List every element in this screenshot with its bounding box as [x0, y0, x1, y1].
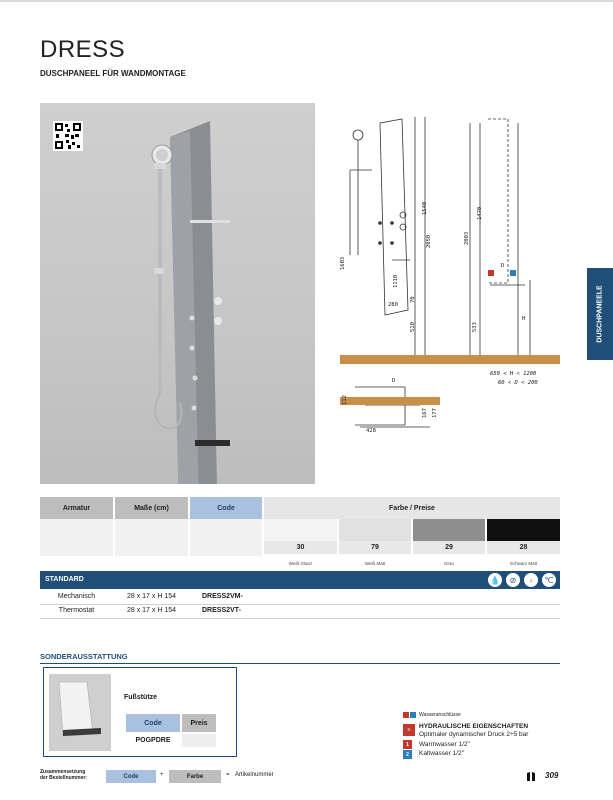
top-rule	[0, 0, 613, 2]
dim-2050: 2050	[426, 234, 432, 248]
dim-h: H	[522, 316, 526, 322]
order-plus: +	[160, 772, 164, 778]
dim-1603: 1603	[340, 256, 346, 270]
swatch-grau	[413, 519, 485, 541]
color-name-schwarz-matt: Schwarz Matt	[509, 560, 538, 566]
order-equals: =	[226, 772, 230, 778]
header-masse: Maße (cm)	[115, 497, 188, 519]
shower-panel-illustration	[40, 103, 315, 484]
technical-drawing	[330, 105, 570, 435]
table-row	[40, 592, 560, 604]
order-label-line2: der Bestellnummer:	[40, 775, 87, 781]
page-number: 309	[545, 771, 559, 780]
color-code-28: 28	[487, 541, 560, 554]
color-code-29: 29	[413, 541, 485, 554]
swatch-weiss-matt	[339, 519, 411, 541]
standard-label: STANDARD	[45, 576, 84, 583]
footrest-code: POGPDRE	[135, 737, 171, 744]
product-photo	[40, 103, 315, 484]
showerhead-icon: ⨾	[524, 573, 538, 587]
row-code: DRESS2VM-	[202, 593, 243, 600]
extras-divider	[40, 663, 560, 664]
range-h: 650 < H < 1200	[490, 371, 537, 377]
dim-1470: 1470	[477, 206, 483, 220]
warm-water: Warmwasser 1/2"	[419, 741, 470, 748]
dim-2003: 2003	[464, 231, 470, 245]
section-tab-label: DUSCHPANEELE	[596, 285, 604, 343]
order-farbe-box: Farbe	[169, 770, 221, 783]
ban-icon: ⊘	[506, 573, 520, 587]
swatch-weiss-glanz	[264, 519, 337, 541]
order-number-label	[40, 769, 87, 781]
color-name-grau: Grau	[443, 560, 454, 566]
header-spacer-code	[190, 519, 262, 556]
product-title: DRESS	[40, 36, 126, 63]
header-spacer-masse	[115, 519, 188, 556]
extras-col-preis: Preis	[182, 714, 216, 732]
footrest-image	[49, 674, 111, 751]
row-armatur: Mechanisch	[57, 593, 96, 600]
hydraulic-icon: ≡	[403, 724, 415, 736]
top-dim-167: 167	[422, 408, 428, 418]
swatch-schwarz-matt	[487, 519, 560, 541]
extras-col-code: Code	[126, 714, 180, 732]
top-dim-d: D	[392, 378, 396, 384]
product-subtitle: DUSCHPANEEL FÜR WANDMONTAGE	[40, 69, 186, 78]
dim-510: 510	[410, 322, 416, 332]
legend-mini-cold	[410, 712, 416, 718]
row-armatur: Thermostat	[58, 607, 95, 614]
row-divider	[40, 618, 560, 619]
footrest-price	[182, 734, 216, 747]
dim-1110: 1110	[393, 274, 399, 288]
dim-533: 533	[472, 322, 478, 332]
marker-hot: 1	[403, 740, 412, 749]
color-name-weiss-matt: Weiß Matt	[364, 560, 386, 566]
footrest-name: Fußstütze	[124, 694, 158, 701]
extras-title: SONDERAUSSTATTUNG	[40, 652, 128, 661]
legend-mini-hot	[403, 712, 409, 718]
top-dim-428: 428	[366, 428, 376, 434]
cold-connection-marker	[510, 270, 516, 276]
header-armatur: Armatur	[40, 497, 113, 519]
standard-bar	[40, 571, 560, 589]
order-label-line1: Zusammensetzung	[40, 769, 86, 775]
section-tab[interactable]	[587, 268, 613, 360]
row-masse: 28 x 17 x H 154	[126, 607, 177, 614]
top-dim-112: 112	[342, 395, 348, 405]
range-d: 60 < D < 200	[498, 380, 538, 386]
top-dim-177: 177	[432, 408, 438, 418]
hot-connection-marker	[488, 270, 494, 276]
dim-d: D	[501, 263, 505, 269]
water-drop-icon: 💧	[488, 573, 502, 587]
brand-logo-icon	[527, 772, 539, 781]
hydraulic-text: Optimaler dynamischer Druck 2÷5 bar	[419, 731, 529, 738]
row-divider	[40, 604, 560, 605]
order-artikel: Artikelnummer	[235, 772, 274, 778]
legend-title: Wasseranschlüsse	[419, 712, 461, 718]
row-code: DRESS2VT-	[202, 607, 241, 614]
dim-1540: 1540	[422, 201, 428, 215]
dim-70: 70	[410, 296, 416, 303]
qr-code[interactable]	[53, 121, 83, 151]
header-spacer-armatur	[40, 519, 113, 556]
marker-cold: 2	[403, 750, 412, 759]
color-name-weiss-glanz: Weiß Glanz	[288, 560, 313, 566]
header-farbe: Farbe / Preise	[264, 497, 560, 519]
dim-280: 280	[388, 302, 398, 308]
thermometer-icon: ℃	[542, 573, 556, 587]
color-code-30: 30	[264, 541, 337, 554]
row-masse: 28 x 17 x H 154	[126, 593, 177, 600]
cold-water: Kaltwasser 1/2"	[419, 750, 464, 757]
table-row	[40, 606, 560, 618]
header-code: Code	[190, 497, 262, 519]
hydraulic-title: HYDRAULISCHE EIGENSCHAFTEN	[419, 723, 529, 730]
color-code-79: 79	[339, 541, 411, 554]
order-code-box: Code	[106, 770, 156, 783]
